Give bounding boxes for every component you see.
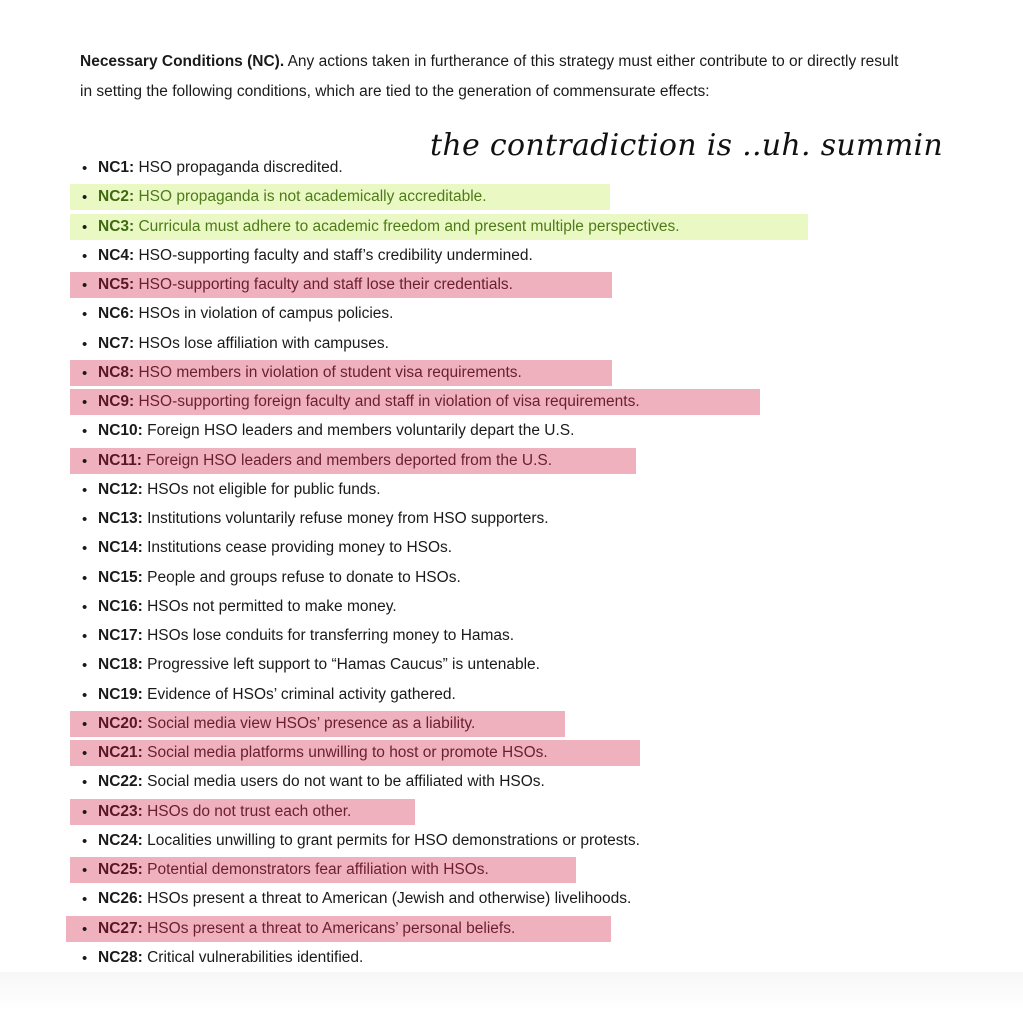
condition-code: NC19: (98, 685, 143, 703)
condition-text: Progressive left support to “Hamas Caucus” is untenable. (147, 656, 540, 674)
condition-item (0, 271, 1023, 300)
condition-code: NC6: (98, 305, 135, 323)
condition-item (0, 154, 1023, 183)
condition-text: HSOs not permitted to make money. (147, 597, 397, 615)
bullet-icon: • (82, 218, 88, 236)
condition-text: HSOs lose affiliation with campuses. (138, 334, 389, 352)
condition-item (0, 359, 1023, 388)
condition-code: NC2: (98, 188, 135, 206)
condition-code: NC17: (98, 627, 143, 644)
condition-code: NC1: (98, 159, 135, 176)
condition-line (98, 714, 475, 734)
condition-code: NC9: (98, 393, 135, 410)
condition-code: NC18: (98, 656, 143, 674)
condition-item (0, 856, 1023, 885)
condition-code: NC8: (98, 363, 135, 381)
condition-line (98, 217, 680, 237)
bullet-icon: • (82, 423, 88, 441)
condition-line (98, 831, 640, 851)
condition-code: NC28: (98, 948, 143, 966)
condition-code: NC3: (98, 217, 135, 235)
bullet-icon: • (82, 891, 88, 909)
condition-text: HSOs present a threat to Americans’ personal beliefs. (147, 919, 516, 937)
condition-text: Institutions voluntarily refuse money from HSO supporters. (147, 510, 549, 527)
condition-item (0, 827, 1023, 856)
condition-line (98, 919, 515, 939)
condition-item (0, 534, 1023, 563)
condition-code: NC4: (98, 246, 135, 264)
bullet-icon: • (82, 335, 88, 353)
condition-item (0, 739, 1023, 768)
condition-text: HSO-supporting foreign faculty and staff in violation of visa requirements. (138, 393, 640, 410)
condition-text: Curricula must adhere to academic freedom and present multiple perspectives. (138, 217, 680, 235)
intro-paragraph (80, 47, 900, 106)
condition-item (0, 330, 1023, 359)
condition-code: NC21: (98, 744, 143, 761)
bullet-icon: • (82, 364, 88, 382)
condition-text: Evidence of HSOs’ criminal activity gathered. (147, 685, 456, 703)
condition-code: NC10: (98, 422, 143, 440)
condition-line (98, 655, 540, 675)
condition-code: NC25: (98, 861, 143, 878)
intro-text: Any actions taken in furtherance of this strategy must either contribute to or directly result in setting the following conditions, which are tied to the generation of commensurate effects: (80, 53, 899, 100)
bullet-icon: • (82, 452, 88, 470)
bullet-icon: • (82, 949, 88, 967)
condition-item (0, 242, 1023, 271)
condition-item (0, 798, 1023, 827)
condition-item (0, 447, 1023, 476)
condition-line (98, 480, 381, 500)
condition-text: Social media users do not want to be affiliated with HSOs. (147, 773, 545, 791)
condition-code: NC27: (98, 919, 143, 937)
condition-code: NC7: (98, 334, 135, 352)
condition-text: HSOs in violation of campus policies. (138, 305, 394, 323)
condition-text: HSO members in violation of student visa requirements. (138, 363, 522, 381)
condition-line (98, 363, 522, 383)
condition-line (98, 743, 548, 763)
bullet-icon: • (82, 774, 88, 792)
intro-lead: Necessary Conditions (NC). (80, 53, 285, 70)
condition-code: NC23: (98, 802, 143, 820)
condition-item (0, 300, 1023, 329)
handwritten-annotation: the contradiction is ..uh. summin (430, 128, 944, 163)
bullet-icon: • (82, 511, 88, 528)
condition-code: NC11: (98, 451, 142, 469)
condition-item (0, 476, 1023, 505)
bullet-icon: • (82, 394, 88, 411)
condition-text: Foreign HSO leaders and members voluntarily depart the U.S. (147, 422, 575, 440)
bullet-icon: • (82, 686, 88, 704)
condition-line (98, 948, 363, 968)
condition-item (0, 651, 1023, 680)
condition-line (98, 568, 461, 588)
bullet-icon: • (82, 745, 88, 762)
page-bottom-edge (0, 972, 1023, 1011)
condition-text: Social media view HSOs’ presence as a liability. (147, 714, 476, 732)
condition-text: HSOs not eligible for public funds. (147, 480, 381, 498)
condition-item (0, 885, 1023, 914)
condition-text: HSO propaganda discredited. (138, 159, 343, 176)
condition-item (0, 213, 1023, 242)
condition-line (98, 889, 631, 909)
bullet-icon: • (82, 481, 88, 499)
condition-code: NC15: (98, 568, 143, 586)
condition-code: NC5: (98, 276, 135, 293)
bullet-icon: • (82, 277, 88, 294)
condition-line (98, 772, 545, 792)
condition-text: Critical vulnerabilities identified. (147, 948, 364, 966)
condition-text: HSO-supporting faculty and staff lose their credentials. (138, 276, 513, 293)
condition-item (0, 681, 1023, 710)
condition-line (98, 246, 533, 266)
bullet-icon: • (82, 247, 88, 265)
condition-line (98, 158, 343, 178)
condition-item (0, 564, 1023, 593)
condition-item (0, 622, 1023, 651)
condition-item (0, 944, 1023, 973)
bullet-icon: • (82, 715, 88, 733)
condition-text: Institutions cease providing money to HSOs. (147, 539, 453, 557)
condition-code: NC14: (98, 539, 143, 557)
conditions-list (0, 154, 1023, 973)
condition-code: NC12: (98, 480, 143, 498)
condition-code: NC20: (98, 714, 143, 732)
bullet-icon: • (82, 832, 88, 850)
condition-text: Potential demonstrators fear affiliation with HSOs. (147, 861, 489, 878)
condition-line (98, 538, 452, 558)
bullet-icon: • (82, 862, 88, 879)
condition-line (98, 451, 552, 471)
condition-code: NC24: (98, 831, 143, 849)
condition-code: NC13: (98, 510, 143, 527)
condition-text: HSO propaganda is not academically accreditable. (138, 188, 487, 206)
condition-text: HSOs do not trust each other. (147, 802, 352, 820)
condition-line (98, 802, 351, 822)
condition-line (98, 392, 640, 412)
condition-text: HSO-supporting faculty and staff’s credibility undermined. (138, 246, 533, 264)
condition-text: HSOs lose conduits for transferring money to Hamas. (147, 627, 515, 644)
condition-line (98, 275, 513, 295)
condition-code: NC26: (98, 890, 143, 908)
condition-item (0, 710, 1023, 739)
condition-text: Localities unwilling to grant permits for HSO demonstrations or protests. (147, 831, 640, 849)
bullet-icon: • (82, 598, 88, 616)
bullet-icon: • (82, 160, 88, 177)
condition-text: Social media platforms unwilling to host or promote HSOs. (147, 744, 548, 761)
bullet-icon: • (82, 569, 88, 587)
condition-item (0, 183, 1023, 212)
condition-item (0, 388, 1023, 417)
condition-line (98, 334, 389, 354)
condition-line (98, 597, 397, 617)
condition-item (0, 417, 1023, 446)
bullet-icon: • (82, 803, 88, 821)
condition-code: NC22: (98, 773, 143, 791)
condition-item (0, 768, 1023, 797)
condition-text: HSOs present a threat to American (Jewish and otherwise) livelihoods. (147, 890, 632, 908)
condition-line (98, 685, 456, 705)
bullet-icon: • (82, 189, 88, 207)
condition-line (98, 509, 549, 529)
condition-line (98, 304, 394, 324)
condition-item (0, 505, 1023, 534)
condition-line (98, 626, 514, 646)
bullet-icon: • (82, 540, 88, 558)
condition-line (98, 187, 487, 207)
bullet-icon: • (82, 657, 88, 675)
condition-line (98, 421, 574, 441)
condition-line (98, 860, 489, 880)
condition-item (0, 593, 1023, 622)
bullet-icon: • (82, 628, 88, 645)
condition-text: Foreign HSO leaders and members deported from the U.S. (146, 451, 553, 469)
condition-item (0, 915, 1023, 944)
bullet-icon: • (82, 920, 88, 938)
condition-code: NC16: (98, 597, 143, 615)
bullet-icon: • (82, 306, 88, 324)
condition-text: People and groups refuse to donate to HSOs. (147, 568, 461, 586)
